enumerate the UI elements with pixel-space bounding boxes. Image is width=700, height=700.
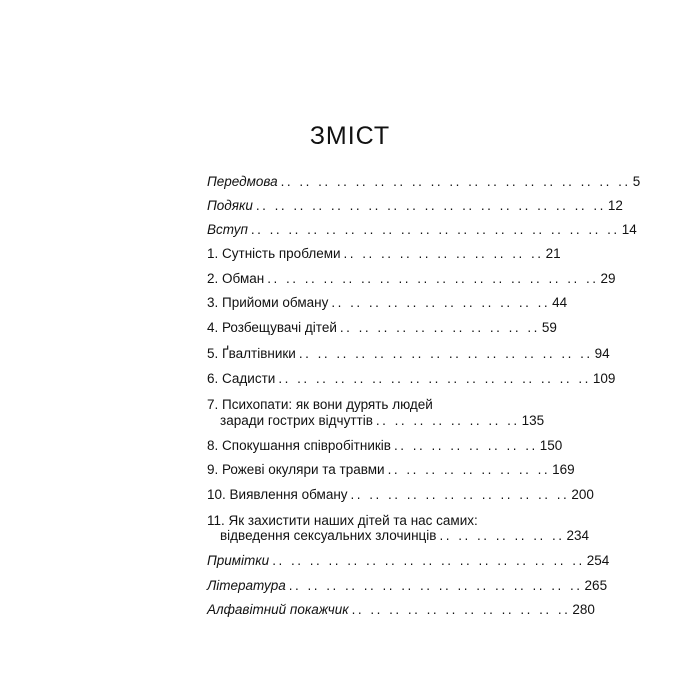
dot-leader: .. .. .. .. .. .. .. .. .. .. .. .. bbox=[331, 295, 551, 310]
toc-entry-label: 3. Прийоми обману bbox=[207, 295, 329, 310]
toc-entry-page: 21 bbox=[545, 246, 561, 261]
toc-entry-page: 254 bbox=[586, 553, 610, 568]
toc-entry-label: Подяки bbox=[207, 198, 253, 213]
toc-entry-chapter-1 bbox=[207, 245, 561, 262]
toc-entry-label: Передмова bbox=[207, 174, 278, 189]
toc-entry-page: 150 bbox=[539, 438, 563, 453]
toc-entry-page: 200 bbox=[571, 487, 594, 502]
dot-leader: .. .. .. .. .. .. .. .. .. .. .. .. .. .. .. .. .. .. .. bbox=[280, 174, 631, 189]
toc-entry-page: 135 bbox=[521, 413, 545, 428]
toc-entry-label: 1. Сутність проблеми bbox=[207, 246, 341, 261]
toc-entry-page: 29 bbox=[600, 271, 616, 286]
toc-entry-references bbox=[207, 577, 608, 594]
dot-leader: .. .. .. .. .. .. .. .. .. .. .. .. .. .. .. .. bbox=[288, 578, 583, 593]
dot-leader: .. .. .. .. .. .. .. .. .. .. .. bbox=[343, 246, 544, 261]
dot-leader: .. .. .. .. .. .. .. .. .. .. .. .. .. .. .. .. .. bbox=[272, 553, 585, 568]
toc-entry-page: 234 bbox=[566, 528, 589, 543]
toc-entry-introduction bbox=[207, 221, 637, 238]
toc-entry-label: 2. Обман bbox=[207, 271, 265, 286]
dot-leader: .. .. .. .. .. .. .. .. .. .. .. .. .. .. .. .. .. .. bbox=[267, 271, 599, 286]
toc-entry-label: заради гострих відчуттів bbox=[220, 413, 373, 428]
toc-entry-chapter-3 bbox=[207, 294, 568, 311]
page-title: ЗМІСТ bbox=[309, 122, 391, 150]
toc-entry-chapter-10 bbox=[207, 486, 594, 503]
toc-entry-chapter-4 bbox=[207, 319, 557, 336]
dot-leader: .. .. .. .. .. .. .. .. .. .. .. .. .. .. .. .. bbox=[298, 346, 593, 361]
dot-leader: .. .. .. .. .. .. .. .. .. .. .. bbox=[339, 320, 540, 335]
toc-entry-chapter-7 bbox=[220, 412, 545, 429]
toc-entry-acknowledgements bbox=[207, 197, 623, 214]
toc-entry-page: 14 bbox=[621, 222, 637, 237]
dot-leader: .. .. .. .. .. .. .. .. .. .. .. .. bbox=[351, 602, 571, 617]
toc-entry-label: відведення сексуальних злочинців bbox=[220, 528, 437, 543]
toc-entry-label: 9. Рожеві окуляри та травми bbox=[207, 462, 385, 477]
toc-entry-chapter-6 bbox=[207, 370, 616, 387]
toc-entry-label: Література bbox=[207, 578, 286, 593]
dot-leader: .. .. .. .. .. .. .. .. bbox=[375, 413, 520, 428]
toc-entry-label: Алфавітний покажчик bbox=[207, 602, 349, 617]
toc-entry-label: 10. Виявлення обману bbox=[207, 487, 348, 502]
toc-entry-page: 59 bbox=[541, 320, 557, 335]
toc-entry-page: 265 bbox=[584, 578, 608, 593]
dot-leader: .. .. .. .. .. .. .. bbox=[439, 528, 565, 543]
toc-entry-foreword bbox=[207, 173, 641, 190]
toc-entry-label: Примітки bbox=[207, 553, 270, 568]
toc-entry-chapter-11 bbox=[220, 527, 589, 544]
dot-leader: .. .. .. .. .. .. .. .. .. .. .. .. bbox=[350, 487, 570, 502]
dot-leader: .. .. .. .. .. .. .. .. .. .. .. .. .. .. .. .. .. bbox=[278, 371, 591, 386]
toc-entry-page: 280 bbox=[572, 602, 595, 617]
toc-entry-chapter-11-line1: 11. Як захистити наших дітей та нас самих: bbox=[207, 513, 478, 528]
toc-entry-label: 8. Спокушання співробітників bbox=[207, 438, 391, 453]
toc-entry-page: 169 bbox=[552, 462, 575, 477]
toc-entry-page: 44 bbox=[552, 295, 568, 310]
toc-entry-label: Вступ bbox=[207, 222, 248, 237]
toc-entry-chapter-5 bbox=[207, 345, 610, 362]
toc-entry-page: 109 bbox=[592, 371, 616, 386]
dot-leader: .. .. .. .. .. .. .. .. bbox=[393, 438, 538, 453]
toc-entry-chapter-2 bbox=[207, 270, 616, 287]
toc-entry-page: 94 bbox=[594, 346, 610, 361]
toc-entry-chapter-9 bbox=[207, 461, 575, 478]
dot-leader: .. .. .. .. .. .. .. .. .. .. .. .. .. .. .. .. .. .. .. .. bbox=[250, 222, 620, 237]
dot-leader: .. .. .. .. .. .. .. .. .. .. .. .. .. .. .. .. .. .. .. bbox=[255, 198, 606, 213]
toc-entry-index bbox=[207, 601, 595, 618]
toc-entry-label: 4. Розбещувачі дітей bbox=[207, 320, 337, 335]
toc-entry-label: 6. Садисти bbox=[207, 371, 276, 386]
toc-entry-chapter-7-line1: 7. Психопати: як вони дурять людей bbox=[207, 397, 433, 412]
toc-entry-notes bbox=[207, 552, 610, 569]
toc-entry-page: 5 bbox=[632, 174, 641, 189]
toc-entry-chapter-8 bbox=[207, 437, 563, 454]
toc-entry-label: 5. Ґвалтівники bbox=[207, 346, 296, 361]
dot-leader: .. .. .. .. .. .. .. .. .. bbox=[387, 462, 551, 477]
toc-entry-page: 12 bbox=[607, 198, 623, 213]
